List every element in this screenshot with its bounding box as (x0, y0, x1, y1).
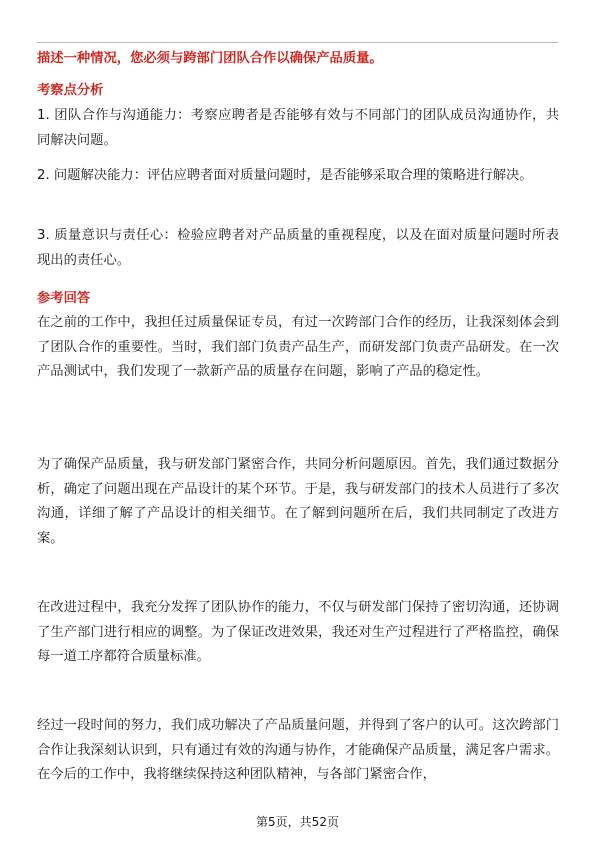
top-rule (37, 42, 558, 43)
analysis-title: 考察点分析 (37, 83, 104, 98)
answer-paragraph-2: 为了确保产品质量，我与研发部门紧密合作，共同分析问题原因。首先，我们通过数据分析，确定了问题出现在产品设计的某个环节。于是，我与研发部门的技术人员进行了多次沟通，详细了解了产品设计的相关细节。在了解到问题所在后，我们共同制定了改进方案。 (37, 457, 559, 546)
answer-paragraph-3: 在改进过程中，我充分发挥了团队协作的能力，不仅与研发部门保持了密切沟通，还协调了生产部门进行相应的调整。为了保证改进效果，我还对生产过程进行了严格监控，确保每一道工序都符合质量标准。 (37, 600, 559, 664)
analysis-item-2: 2. 问题解决能力：评估应聘者面对质量问题时，是否能够采取合理的策略进行解决。 (37, 168, 533, 183)
answer-title: 参考回答 (37, 291, 91, 306)
analysis-item-1: 1. 团队合作与沟通能力：考察应聘者是否能够有效与不同部门的团队成员沟通协作，共同解决问题。 (37, 108, 559, 148)
answer-paragraph-1: 在之前的工作中，我担任过质量保证专员，有过一次跨部门合作的经历，让我深刻体会到了团队合作的重要性。当时，我们部门负责产品生产，而研发部门负责产品研发。在一次产品测试中，我们发现了一款新产品的质量存在问题，影响了产品的稳定性。 (37, 315, 559, 379)
page-footer: 第5页，共52页 (256, 815, 339, 829)
question-heading: 描述一种情况，您必须与跨部门团队合作以确保产品质量。 (37, 51, 383, 66)
answer-paragraph-4: 经过一段时间的努力，我们成功解决了产品质量问题，并得到了客户的认可。这次跨部门合作让我深刻认识到，只有通过有效的沟通与协作，才能确保产品质量，满足客户需求。在今后的工作中，我将继续保持这种团队精神，与各部门紧密合作， (37, 718, 559, 782)
analysis-item-3: 3. 质量意识与责任心：检验应聘者对产品质量的重视程度，以及在面对质量问题时所表现出的责任心。 (37, 228, 559, 268)
